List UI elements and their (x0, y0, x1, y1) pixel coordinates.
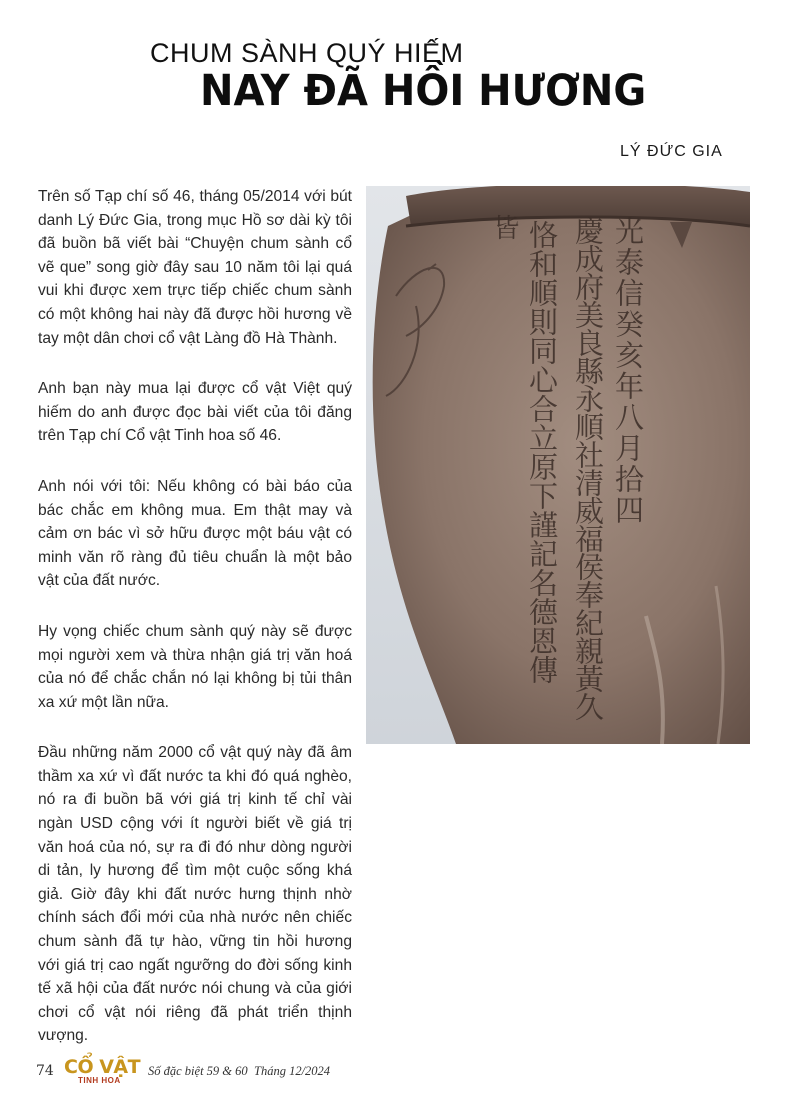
page-footer (36, 1058, 396, 1086)
inscription-column-3: 恪和順則同心合立原下謹記名德恩傳 (525, 220, 559, 684)
inscription-column-1: 光泰信癸亥年八月拾四 (611, 216, 645, 526)
paragraph-5: Đầu những năm 2000 cổ vật quý này đã âm thầm xa xứ vì đất nước ta khi đó quá nghèo, nó ra đi buồn bã với giá trị kinh tế chỉ vài ngàn USD cộng với ít người biết về giá trị văn hoá của nó, sự ra đi đó như dòng người di tản, ly hương để tìm một cuộc sống khá giả. Giờ đây khi đất nước hưng thịnh nhờ chính sách đổi mới của nhà nước nên chiếc chum sành đã tự hào, vững tin hồi hương với giá trị cao ngất ngưỡng do đời sống kinh tế xã hội của đất nước nói chung và của giới chơi cổ vật nói riêng đã phát triển thịnh vượng. (38, 744, 352, 1045)
article-kicker: CHUM SÀNH QUÝ HIẾM (150, 38, 464, 68)
jar-illustration (366, 186, 750, 744)
jar-photo (366, 186, 750, 744)
paragraph-1: Trên số Tạp chí số 46, tháng 05/2014 với bút danh Lý Đức Gia, trong mục Hồ sơ dài kỳ tôi đã buồn bã viết bài “Chuyện chum sành cổ vẽ que” song giờ đây sau 10 năm tôi lại quá vui khi được xem trực tiếp chiếc chum sành có một không hai này đã được hồi hương về tay một dân chơi cổ vật Làng đồ Hà Thành. (38, 188, 352, 347)
issue-label: Số đặc biệt 59 & 60 (148, 1064, 248, 1078)
article-title: NAY ĐÃ HỒI HƯƠNG (200, 66, 647, 116)
inscription-column-2: 慶成府美良縣永順社清威福侯奉紀親黃久 (571, 216, 605, 720)
page-number: 74 (36, 1063, 54, 1079)
magazine-logo (64, 1058, 144, 1086)
logo-main-text: CỔ VẬT (64, 1056, 141, 1078)
paragraph-3: Anh nói với tôi: Nếu không có bài báo của bác chắc em không mua. Em thật may và cảm ơn bác vì sở hữu được một báu vật có minh văn rõ ràng đủ tiêu chuẩn là một bảo vật của đất nước. (38, 477, 352, 590)
paragraph-4: Hy vọng chiếc chum sành quý này sẽ được mọi người xem và thừa nhận giá trị văn hoá của nó để chắc chắn nó lại không bị tủi thân xa xứ một lần nữa. (38, 622, 352, 711)
article-body (38, 185, 352, 1075)
author-byline: LÝ ĐỨC GIA (620, 143, 723, 160)
inscription-column-4: 皆 (489, 214, 519, 240)
paragraph-2: Anh bạn này mua lại được cổ vật Việt quý hiếm do anh được đọc bài viết của tôi đăng trên Tạp chí Cổ vật Tinh hoa số 46. (38, 380, 352, 445)
jar-body (373, 200, 750, 744)
logo-sub-text: TINH HOA (78, 1076, 121, 1085)
issue-date: Tháng 12/2024 (254, 1064, 331, 1078)
